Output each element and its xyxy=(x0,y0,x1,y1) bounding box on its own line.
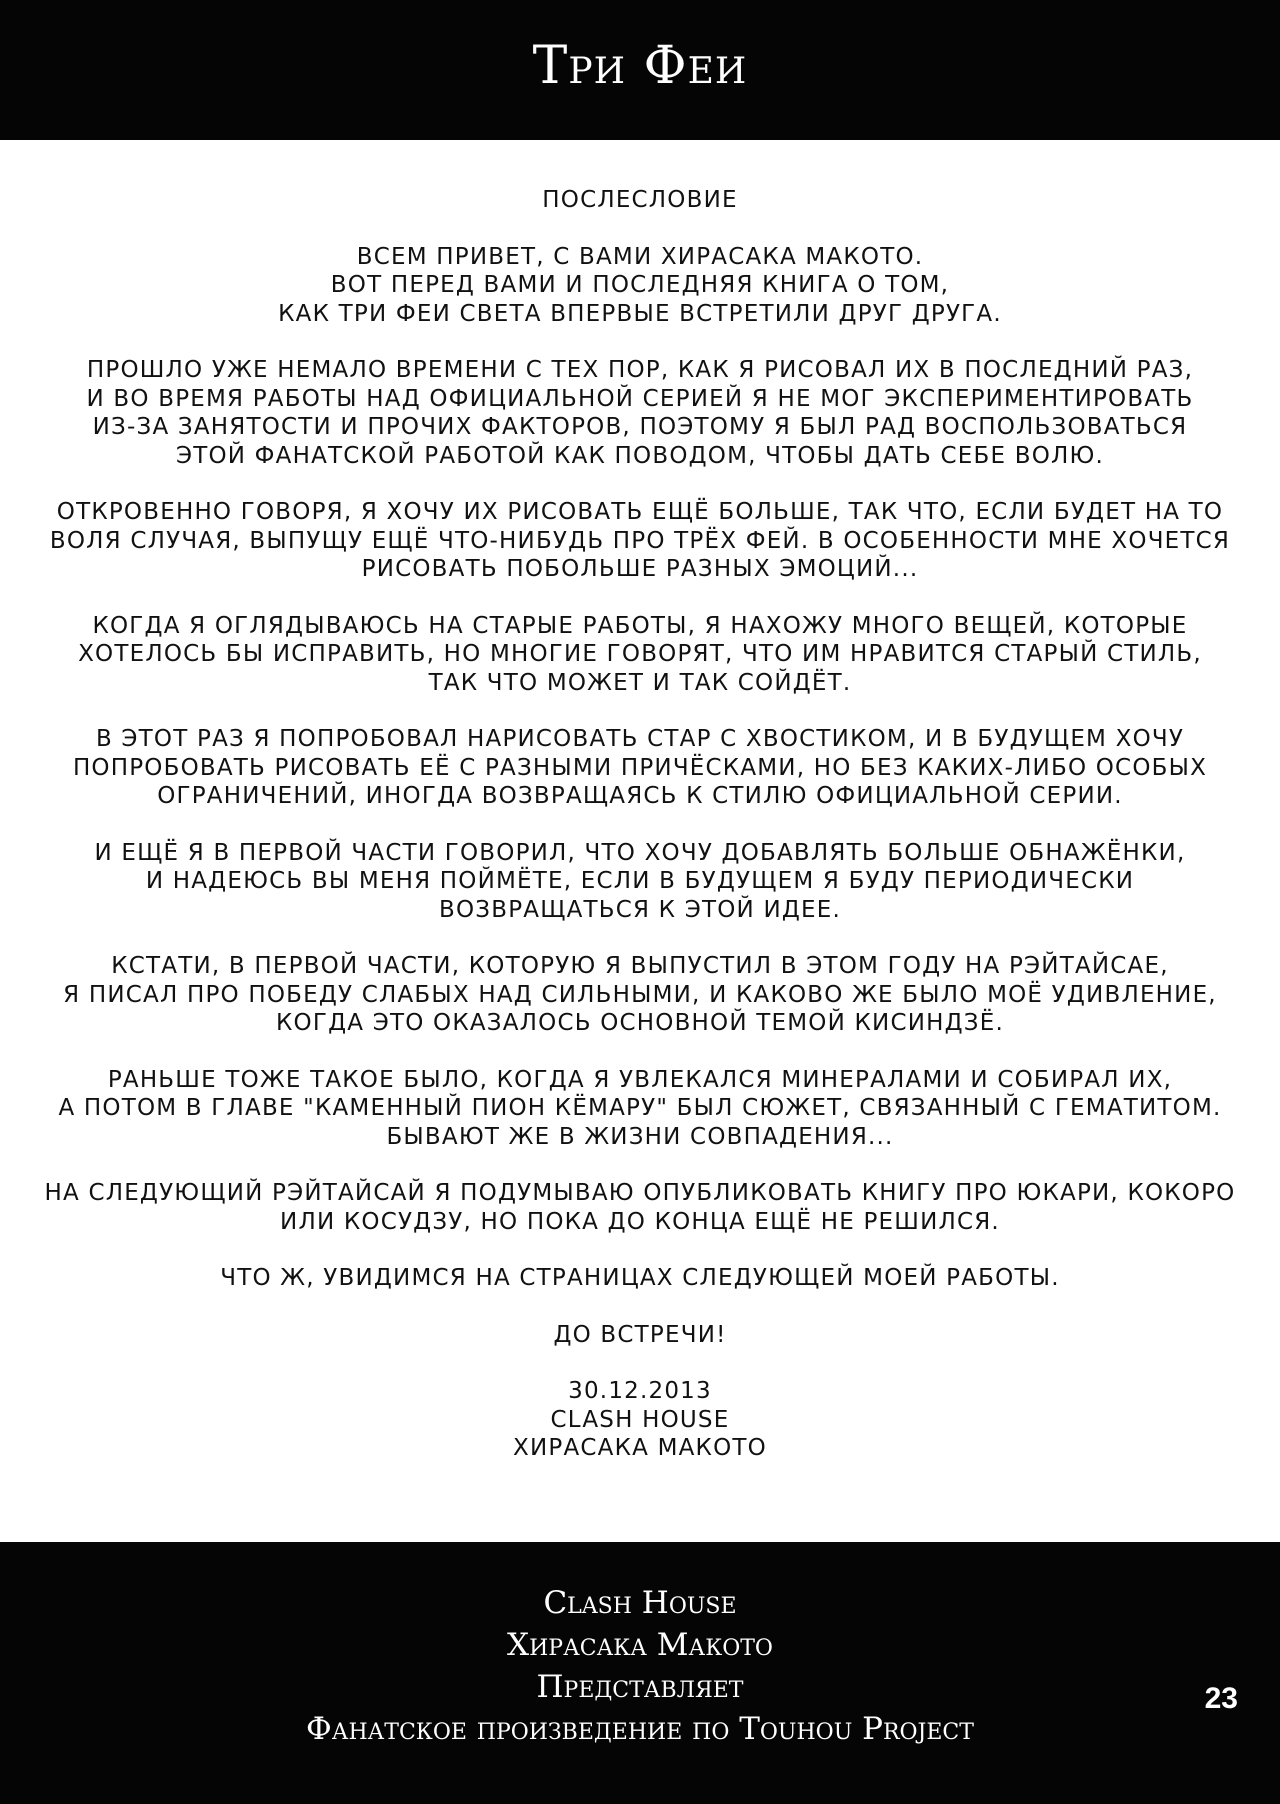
paragraph-line: КСТАТИ, В ПЕРВОЙ ЧАСТИ, КОТОРУЮ Я ВЫПУСТИЛ В ЭТОМ ГОДУ НА РЭЙТАЙСАЕ, xyxy=(111,953,1169,979)
paragraph-line: ДО ВСТРЕЧИ! xyxy=(553,1321,727,1348)
paragraph-line: ВСЕМ ПРИВЕТ, С ВАМИ ХИРАСАКА МАКОТО. xyxy=(356,243,924,270)
page-number: 23 xyxy=(1204,1682,1238,1715)
paragraph-line: ИЛИ КОСУДЗУ, НО ПОКА ДО КОНЦА ЕЩЁ НЕ РЕШИЛСЯ. xyxy=(280,1208,1000,1235)
footer-work-description: Фанатское произведение по Touhou Project xyxy=(306,1711,974,1747)
paragraph-line: В ЭТОТ РАЗ Я ПОПРОБОВАЛ НАРИСОВАТЬ СТАР С ХВОСТИКОМ, И В БУДУЩЕМ ХОЧУ xyxy=(95,726,1185,752)
paragraph-line: ИЗ-ЗА ЗАНЯТОСТИ И ПРОЧИХ ФАКТОРОВ, ПОЭТОМУ Я БЫЛ РАД ВОСПОЛЬЗОВАТЬСЯ xyxy=(92,414,1188,440)
paragraph-line: РИСОВАТЬ ПОБОЛЬШЕ РАЗНЫХ ЭМОЦИЙ... xyxy=(361,556,919,582)
afterword-heading: ПОСЛЕСЛОВИЕ xyxy=(542,187,738,213)
paragraph-line: А ПОТОМ В ГЛАВЕ "КАМЕННЫЙ ПИОН КЁМАРУ" БЫЛ СЮЖЕТ, СВЯЗАННЫЙ С ГЕМАТИТОМ. xyxy=(58,1095,1222,1121)
paragraph-line: И ЕЩЁ Я В ПЕРВОЙ ЧАСТИ ГОВОРИЛ, ЧТО ХОЧУ ДОБАВЛЯТЬ БОЛЬШЕ ОБНАЖЁНКИ, xyxy=(94,839,1186,866)
paragraph-line: Я ПИСАЛ ПРО ПОБЕДУ СЛАБЫХ НАД СИЛЬНЫМИ, И КАКОВО ЖЕ БЫЛО МОЁ УДИВЛЕНИЕ, xyxy=(63,981,1217,1008)
page-title: Три Феи xyxy=(532,36,748,96)
header-bar xyxy=(0,0,1280,140)
paragraph-line: КОГДА ЭТО ОКАЗАЛОСЬ ОСНОВНОЙ ТЕМОЙ КИСИНДЗЁ. xyxy=(276,1010,1004,1036)
paragraph xyxy=(40,1179,1240,1236)
paragraph xyxy=(40,243,1240,329)
signature-author: ХИРАСАКА МАКОТО xyxy=(513,1435,767,1461)
paragraph xyxy=(40,356,1240,470)
paragraph xyxy=(40,498,1240,584)
paragraph-line: ЧТО Ж, УВИДИМСЯ НА СТРАНИЦАХ СЛЕДУЮЩЕЙ МОЕЙ РАБОТЫ. xyxy=(220,1265,1060,1291)
paragraph-line: ВОЛЯ СЛУЧАЯ, ВЫПУЩУ ЕЩЁ ЧТО-НИБУДЬ ПРО ТРЁХ ФЕЙ. В ОСОБЕННОСТИ МНЕ ХОЧЕТСЯ xyxy=(49,527,1231,554)
paragraph-line: ПОПРОБОВАТЬ РИСОВАТЬ ЕЁ С РАЗНЫМИ ПРИЧЁСКАМИ, НО БЕЗ КАКИХ-ЛИБО ОСОБЫХ xyxy=(72,754,1208,781)
paragraph-line: КАК ТРИ ФЕИ СВЕТА ВПЕРВЫЕ ВСТРЕТИЛИ ДРУГ ДРУГА. xyxy=(278,300,1002,327)
paragraph-line: ВОТ ПЕРЕД ВАМИ И ПОСЛЕДНЯЯ КНИГА О ТОМ, xyxy=(330,272,950,298)
signature-circle: CLASH HOUSE xyxy=(550,1406,730,1433)
paragraph xyxy=(40,1066,1240,1152)
paragraph-line: ОГРАНИЧЕНИЙ, ИНОГДА ВОЗВРАЩАЯСЬ К СТИЛЮ ОФИЦИАЛЬНОЙ СЕРИИ. xyxy=(157,783,1123,809)
footer-presents: Представляет xyxy=(536,1669,744,1705)
footer-bar xyxy=(0,1542,1280,1804)
afterword-body xyxy=(40,186,1240,1463)
paragraph-line: НА СЛЕДУЮЩИЙ РЭЙТАЙСАЙ Я ПОДУМЫВАЮ ОПУБЛИКОВАТЬ КНИГУ ПРО ЮКАРИ, КОКОРО xyxy=(44,1180,1236,1206)
paragraph-line: ЭТОЙ ФАНАТСКОЙ РАБОТОЙ КАК ПОВОДОМ, ЧТОБЫ ДАТЬ СЕБЕ ВОЛЮ. xyxy=(175,442,1105,469)
paragraph-line: И ВО ВРЕМЯ РАБОТЫ НАД ОФИЦИАЛЬНОЙ СЕРИЕЙ Я НЕ МОГ ЭКСПЕРИМЕНТИРОВАТЬ xyxy=(86,385,1194,412)
paragraph-line: КОГДА Я ОГЛЯДЫВАЮСЬ НА СТАРЫЕ РАБОТЫ, Я НАХОЖУ МНОГО ВЕЩЕЙ, КОТОРЫЕ xyxy=(92,612,1188,639)
signature-block xyxy=(40,1377,1240,1463)
paragraph-line: ВОЗВРАЩАТЬСЯ К ЭТОЙ ИДЕЕ. xyxy=(439,896,841,923)
paragraph xyxy=(40,839,1240,925)
paragraph xyxy=(40,725,1240,811)
paragraph-line: ОТКРОВЕННО ГОВОРЯ, Я ХОЧУ ИХ РИСОВАТЬ ЕЩЁ БОЛЬШЕ, ТАК ЧТО, ЕСЛИ БУДЕТ НА ТО xyxy=(56,499,1224,525)
paragraph xyxy=(40,1264,1240,1293)
paragraph-line: БЫВАЮТ ЖЕ В ЖИЗНИ СОВПАДЕНИЯ... xyxy=(386,1123,894,1150)
paragraph-line: ТАК ЧТО МОЖЕТ И ТАК СОЙДЁТ. xyxy=(428,669,852,696)
footer-circle-name: Clash House xyxy=(543,1585,737,1621)
paragraph-line: ПРОШЛО УЖЕ НЕМАЛО ВРЕМЕНИ С ТЕХ ПОР, КАК Я РИСОВАЛ ИХ В ПОСЛЕДНИЙ РАЗ, xyxy=(86,357,1194,383)
paragraph xyxy=(40,1321,1240,1350)
footer-credits xyxy=(0,1582,1280,1750)
footer-author-name: Хирасака Макото xyxy=(507,1627,773,1663)
paragraph xyxy=(40,952,1240,1038)
signature-date: 30.12.2013 xyxy=(568,1378,712,1404)
paragraph-line: ХОТЕЛОСЬ БЫ ИСПРАВИТЬ, НО МНОГИЕ ГОВОРЯТ, ЧТО ИМ НРАВИТСЯ СТАРЫЙ СТИЛЬ, xyxy=(78,641,1202,667)
paragraph xyxy=(40,612,1240,698)
afterword-paragraphs xyxy=(40,243,1240,1350)
paragraph-line: РАНЬШЕ ТОЖЕ ТАКОЕ БЫЛО, КОГДА Я УВЛЕКАЛСЯ МИНЕРАЛАМИ И СОБИРАЛ ИХ, xyxy=(107,1066,1173,1093)
paragraph-line: И НАДЕЮСЬ ВЫ МЕНЯ ПОЙМЁТЕ, ЕСЛИ В БУДУЩЕМ Я БУДУ ПЕРИОДИЧЕСКИ xyxy=(145,868,1135,894)
